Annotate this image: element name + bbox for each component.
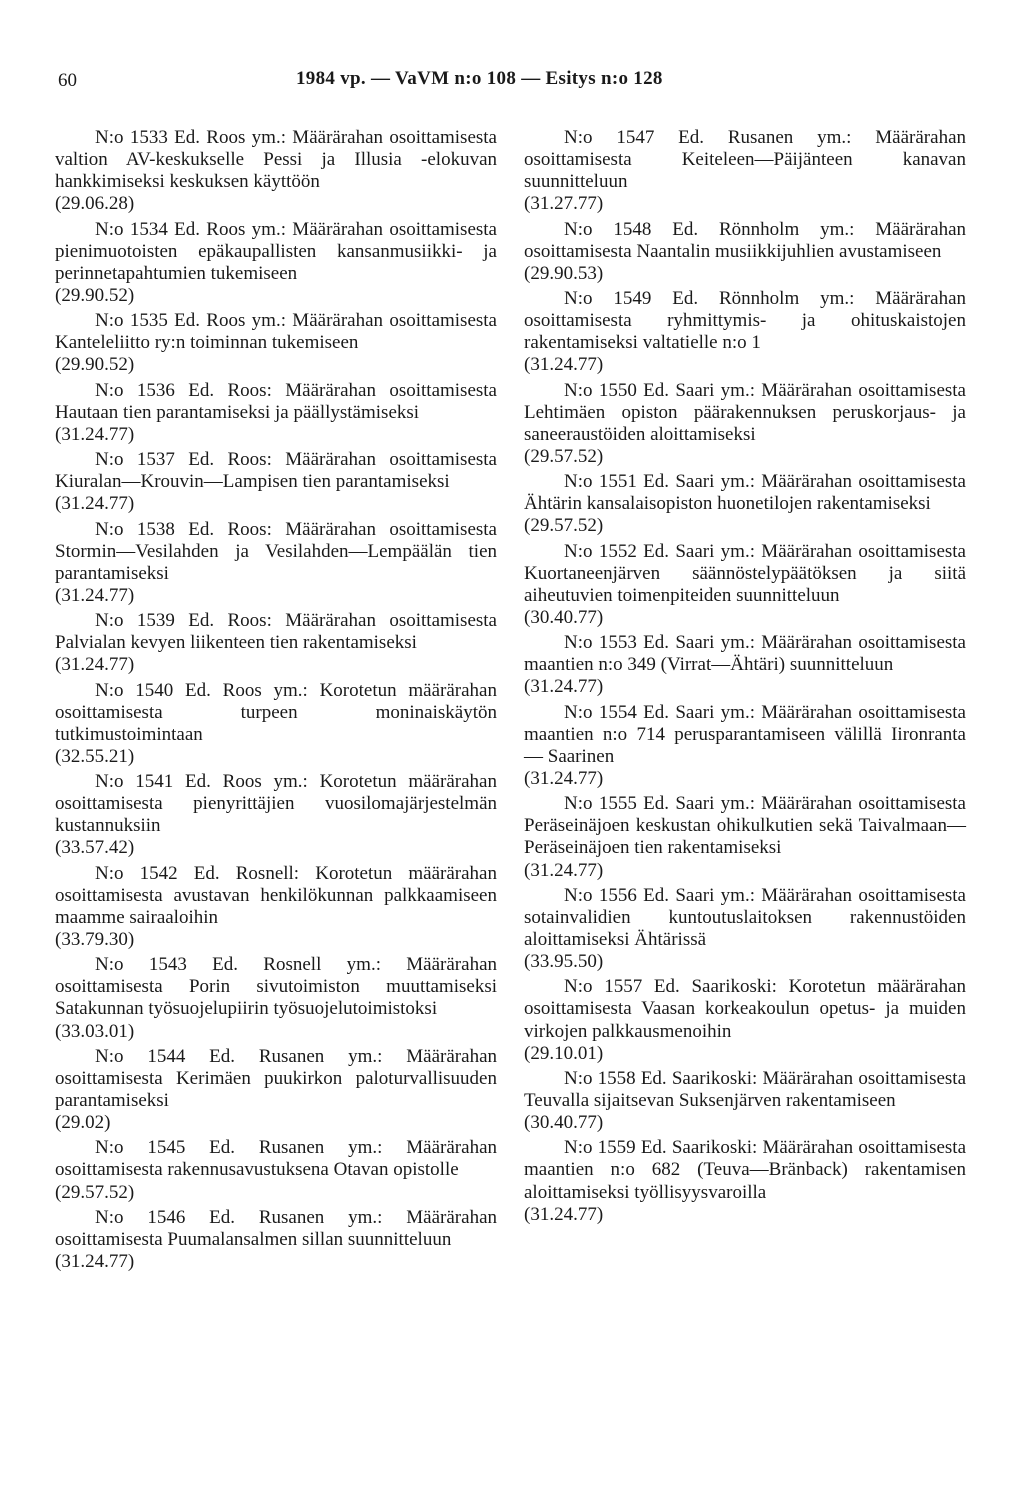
motion-title: N:o 1534 Ed. Roos ym.: Määrärahan osoittamisesta pienimuotoisten epäkaupallisten kansanmusiikki- ja perinnetapahtumien tukemiseen: [55, 218, 497, 284]
budget-code: (29.90.52): [55, 354, 135, 376]
motion-title: N:o 1555 Ed. Saari ym.: Määrärahan osoittamisesta Peräseinäjoen keskustan ohikulkutien sekä Taivalmaan—Peräseinäjoen tien rakentamiseksi: [524, 793, 966, 859]
motion-entry: [524, 1137, 966, 1225]
motion-title: N:o 1542 Ed. Rosnell: Korotetun määrärahan osoittamisesta avustavan henkilökunnan palkkaamiseen maamme sairaaloihin: [55, 862, 497, 928]
motion-title: N:o 1557 Ed. Saarikoski: Korotetun määrärahan osoittamisesta Vaasan korkeakoulun opetus- ja muiden virkojen palkkausmenoihin: [524, 976, 966, 1042]
budget-code: (29.90.52): [55, 284, 135, 306]
motion-title: N:o 1539 Ed. Roos: Määrärahan osoittamisesta Palvialan kevyen liikenteen tien rakentamiseksi: [55, 610, 497, 654]
left-column: [55, 127, 497, 1276]
motion-entry: [524, 380, 966, 468]
motion-title: N:o 1544 Ed. Rusanen ym.: Määrärahan osoittamisesta Kerimäen puukirkon paloturvallisuuden parantamiseksi: [55, 1045, 497, 1111]
motion-title: N:o 1554 Ed. Saari ym.: Määrärahan osoittamisesta maantien n:o 714 perusparantamiseen välillä Iironranta — Saarinen: [524, 701, 966, 767]
budget-code: (31.24.77): [55, 654, 135, 676]
motion-title: N:o 1543 Ed. Rosnell ym.: Määrärahan osoittamisesta Porin sivutoimiston muuttamiseksi Satakunnan työsuojelupiirin työsuojelutoimistoksi: [55, 954, 497, 1020]
motion-entry: [524, 288, 966, 376]
motion-title: N:o 1548 Ed. Rönnholm ym.: Määrärahan osoittamisesta Naantalin musiikkijuhlien avustamiseen: [524, 218, 966, 262]
motion-title: N:o 1540 Ed. Roos ym.: Korotetun määrärahan osoittamisesta turpeen moninaiskäytön tutkimustoimintaan: [55, 679, 497, 745]
budget-code: (29.57.52): [55, 1181, 135, 1203]
budget-code: (31.24.77): [55, 493, 135, 515]
motion-title: N:o 1537 Ed. Roos: Määrärahan osoittamisesta Kiuralan—Krouvin—Lampisen tien parantamiseksi: [55, 449, 497, 493]
motion-entry: [524, 702, 966, 790]
budget-code: (32.55.21): [55, 745, 135, 767]
motion-entry: [55, 449, 497, 515]
motion-title: N:o 1541 Ed. Roos ym.: Korotetun määrärahan osoittamisesta pienyrittäjien vuosilomajärjestelmän kustannuksiin: [55, 771, 497, 837]
motion-entry: [55, 1207, 497, 1273]
right-column: [524, 127, 966, 1229]
motion-entry: [524, 793, 966, 881]
budget-code: (33.95.50): [524, 951, 604, 973]
budget-code: (29.57.52): [524, 445, 604, 467]
budget-code: (33.79.30): [55, 928, 135, 950]
budget-code: (31.24.77): [524, 354, 604, 376]
budget-code: (33.03.01): [55, 1020, 135, 1042]
budget-code: (29.06.28): [55, 193, 135, 215]
motion-entry: [524, 127, 966, 215]
motion-title: N:o 1547 Ed. Rusanen ym.: Määrärahan osoittamisesta Keiteleen—Päijänteen kanavan suunnitteluun: [524, 127, 966, 193]
budget-code: (33.57.42): [55, 837, 135, 859]
motion-entry: [55, 680, 497, 768]
motion-title: N:o 1549 Ed. Rönnholm ym.: Määrärahan osoittamisesta ryhmittymis- ja ohituskaistojen rakentamiseksi valtatielle n:o 1: [524, 288, 966, 354]
motion-entry: [55, 219, 497, 307]
motion-title: N:o 1533 Ed. Roos ym.: Määrärahan osoittamisesta valtion AV-keskukselle Pessi ja Illusia -elokuvan hankkimiseksi keskuksen käyttöön: [55, 127, 497, 193]
motion-title: N:o 1551 Ed. Saari ym.: Määrärahan osoittamisesta Ähtärin kansalaisopiston huonetilojen rakentamiseksi: [524, 471, 966, 515]
motion-title: N:o 1550 Ed. Saari ym.: Määrärahan osoittamisesta Lehtimäen opiston päärakennuksen peruskorjaus- ja saneeraustöiden aloittamiseksi: [524, 379, 966, 445]
motion-title: N:o 1538 Ed. Roos: Määrärahan osoittamisesta Stormin—Vesilahden ja Vesilahden—Lempäälän tien parantamiseksi: [55, 518, 497, 584]
motion-title: N:o 1558 Ed. Saarikoski: Määrärahan osoittamisesta Teuvalla sijaitsevan Suksenjärven rakentamiseen: [524, 1067, 966, 1111]
motion-entry: [55, 127, 497, 215]
budget-code: (31.27.77): [524, 193, 604, 215]
motion-entry: [524, 471, 966, 537]
budget-code: (31.24.77): [524, 1203, 604, 1225]
budget-code: (29.02): [55, 1112, 111, 1134]
page-number: 60: [58, 70, 77, 91]
motion-entry: [524, 632, 966, 698]
motion-entry: [55, 863, 497, 951]
motion-entry: [55, 380, 497, 446]
budget-code: (31.24.77): [524, 676, 604, 698]
motion-entry: [55, 519, 497, 607]
motion-entry: [55, 771, 497, 859]
motion-title: N:o 1536 Ed. Roos: Määrärahan osoittamisesta Hautaan tien parantamiseksi ja päällystämiseksi: [55, 379, 497, 423]
motion-title: N:o 1553 Ed. Saari ym.: Määrärahan osoittamisesta maantien n:o 349 (Virrat—Ähtäri) suunnitteluun: [524, 632, 966, 676]
motion-entry: [55, 1046, 497, 1134]
motion-entry: [55, 954, 497, 1042]
budget-code: (31.24.77): [55, 584, 135, 606]
motion-entry: [55, 610, 497, 676]
motion-entry: [524, 541, 966, 629]
motion-entry: [524, 219, 966, 285]
motion-title: N:o 1559 Ed. Saarikoski: Määrärahan osoittamisesta maantien n:o 682 (Teuva—Bränback) rakentamisen aloittamiseksi työllisyysvaroilla: [524, 1137, 966, 1203]
motion-entry: [55, 1137, 497, 1203]
motion-entry: [524, 885, 966, 973]
motion-entry: [524, 1068, 966, 1134]
motion-title: N:o 1546 Ed. Rusanen ym.: Määrärahan osoittamisesta Puumalansalmen sillan suunnitteluun: [55, 1206, 497, 1250]
running-head: 1984 vp. — VaVM n:o 108 — Esitys n:o 128: [296, 68, 663, 89]
motion-entry: [524, 976, 966, 1064]
budget-code: (30.40.77): [524, 1112, 604, 1134]
budget-code: (31.24.77): [524, 767, 604, 789]
motion-title: N:o 1556 Ed. Saari ym.: Määrärahan osoittamisesta sotainvalidien kuntoutuslaitoksen rakennustöiden aloittamiseksi Ähtärissä: [524, 884, 966, 950]
motion-title: N:o 1552 Ed. Saari ym.: Määrärahan osoittamisesta Kuortaneenjärven säännöstelypäätöksen ja siitä aiheutuvien toimenpiteiden suunnitteluun: [524, 540, 966, 606]
budget-code: (31.24.77): [524, 859, 604, 881]
motion-title: N:o 1545 Ed. Rusanen ym.: Määrärahan osoittamisesta rakennusavustuksena Otavan opistolle: [55, 1137, 497, 1181]
budget-code: (31.24.77): [55, 1251, 135, 1273]
budget-code: (30.40.77): [524, 606, 604, 628]
motion-title: N:o 1535 Ed. Roos ym.: Määrärahan osoittamisesta Kanteleliitto ry:n toiminnan tukemiseen: [55, 310, 497, 354]
budget-code: (29.10.01): [524, 1042, 604, 1064]
budget-code: (31.24.77): [55, 423, 135, 445]
budget-code: (29.57.52): [524, 515, 604, 537]
motion-entry: [55, 310, 497, 376]
budget-code: (29.90.53): [524, 262, 604, 284]
